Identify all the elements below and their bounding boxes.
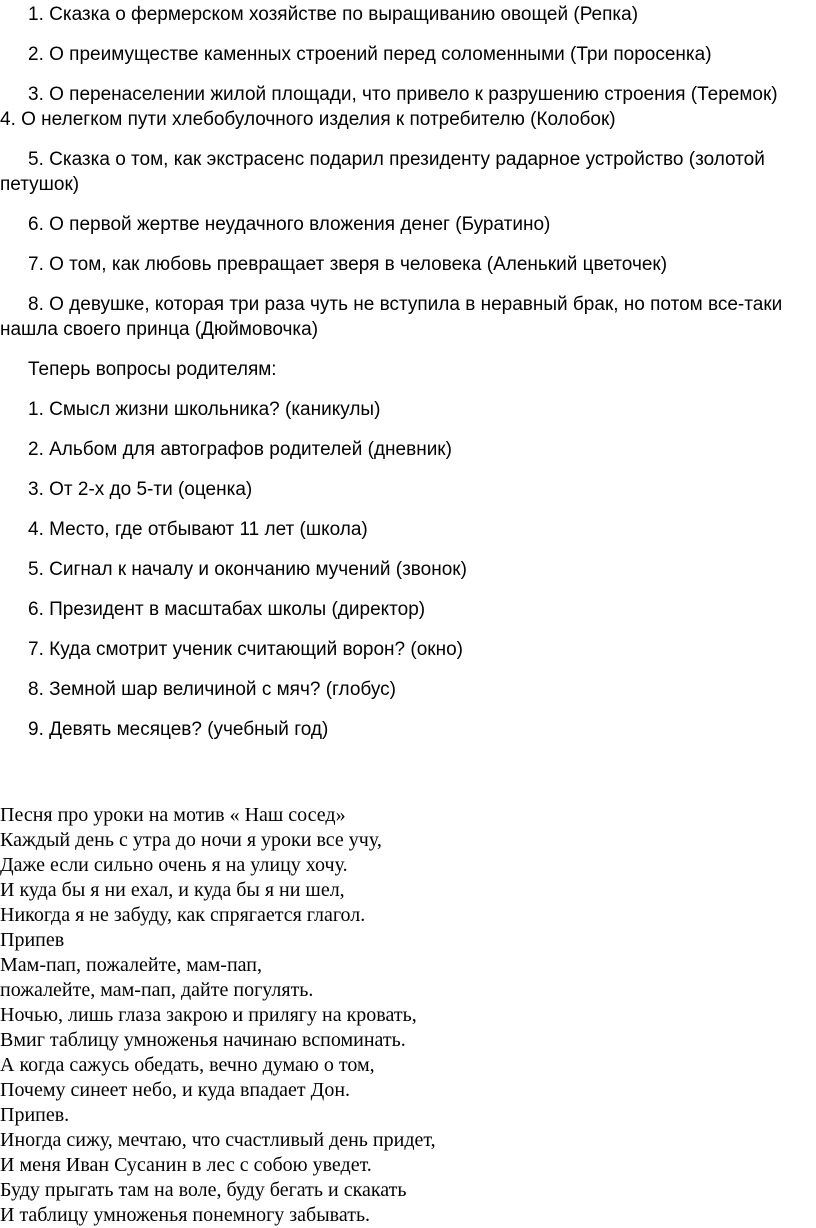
song-line: Иногда сижу, мечтаю, что счастливый день придет, xyxy=(0,1129,436,1151)
song-line: И меня Иван Сусанин в лес с собою уведет. xyxy=(0,1154,372,1176)
tale-item: 7. О том, как любовь превращает зверя в человека (Аленький цветочек) xyxy=(28,254,668,275)
tale-item: 6. О первой жертве неудачного вложения денег (Буратино) xyxy=(28,214,551,235)
tale-item: 8. О девушке, которая три раза чуть не вступила в неравный брак, но потом все-таки нашла своего принца (Дюймовочка) xyxy=(0,294,783,340)
parent-question: 1. Смысл жизни школьника? (каникулы) xyxy=(28,399,381,420)
song-line: Припев. xyxy=(0,1104,70,1126)
song-line: Каждый день с утра до ночи я уроки все учу, xyxy=(0,829,382,851)
tale-item: 1. Сказка о фермерском хозяйстве по выращиванию овощей (Репка) xyxy=(28,4,639,25)
parent-question: 5. Сигнал к началу и окончанию мучений (звонок) xyxy=(28,559,467,580)
song-line: И таблицу умноженья понемногу забывать. xyxy=(0,1204,371,1226)
parent-question: 4. Место, где отбывают 11 лет (школа) xyxy=(28,519,368,540)
parent-question: 8. Земной шар величиной с мяч? (глобус) xyxy=(28,679,396,700)
song-line: Даже если сильно очень я на улицу хочу. xyxy=(0,854,348,876)
song-line: Вмиг таблицу умноженья начинаю вспоминать. xyxy=(0,1029,406,1051)
parent-question: 2. Альбом для автографов родителей (дневник) xyxy=(28,439,452,460)
tale-item: 2. О преимуществе каменных строений перед соломенными (Три поросенка) xyxy=(28,44,712,65)
song-line: И куда бы я ни ехал, и куда бы я ни шел, xyxy=(0,879,345,901)
song-title: Песня про уроки на мотив « Наш сосед» xyxy=(0,804,346,826)
song-line: Ночью, лишь глаза закрою и прилягу на кровать, xyxy=(0,1004,417,1026)
riddles-section xyxy=(0,2,816,757)
parent-question: 9. Девять месяцев? (учебный год) xyxy=(28,719,329,740)
song-line: Буду прыгать там на воле, буду бегать и скакать xyxy=(0,1179,407,1201)
song-line: Мам-пап, пожалейте, мам-пап, xyxy=(0,954,262,976)
parents-heading: Теперь вопросы родителям: xyxy=(28,359,277,380)
parent-question: 7. Куда смотрит ученик считающий ворон? (окно) xyxy=(28,639,463,660)
song-line: Припев xyxy=(0,929,65,951)
parent-question: 6. Президент в масштабах школы (директор) xyxy=(28,599,426,620)
song-line: А когда сажусь обедать, вечно думаю о том, xyxy=(0,1054,375,1076)
tale-item: 4. О нелегком пути хлебобулочного изделия к потребителю (Колобок) xyxy=(0,109,616,130)
tale-item: 3. О перенаселении жилой площади, что привело к разрушению строения (Теремок) xyxy=(28,84,778,105)
song-line: Никогда я не забуду, как спрягается глагол. xyxy=(0,904,366,926)
parent-question: 3. От 2-х до 5-ти (оценка) xyxy=(28,479,253,500)
tale-item: 5. Сказка о том, как экстрасенс подарил президенту радарное устройство (золотой петушок) xyxy=(0,149,765,195)
song-section xyxy=(0,803,816,1228)
song-line: Почему синеет небо, и куда впадает Дон. xyxy=(0,1079,351,1101)
song-line: пожалейте, мам-пап, дайте погулять. xyxy=(0,979,314,1001)
